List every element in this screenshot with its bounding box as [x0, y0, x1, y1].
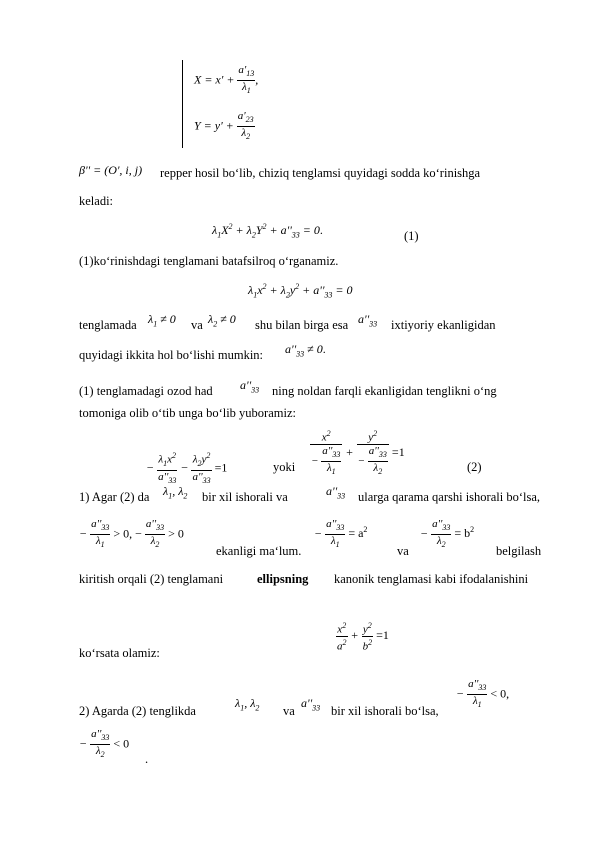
- case1-text6: belgilash: [496, 544, 542, 558]
- case1-text8: kanonik tenglamasi kabi ifodalanishini: [334, 572, 529, 586]
- a33-symbol-3: $a''_{33}$: [326, 484, 346, 501]
- para3-text1: tenglamada: [79, 318, 137, 332]
- equation-1-number: (1): [404, 229, 419, 243]
- condition-fractions: − $\frac{a''_{33}}{\lambda_1}$ > 0, − $\frac{a''_{33}}{\lambda_2}$ > 0: [79, 518, 184, 550]
- equation-1: $\lambda_1X^2 + \lambda_2Y^2 + a''_{33} = 0$.: [212, 222, 323, 240]
- ellipse-equation: $\frac{x^2}{a^2}$ + $\frac{y^2}{b^2}$ =1: [337, 621, 389, 653]
- case2-text1: 2) Agarda (2) tenglikda: [79, 704, 196, 718]
- equation-2-form1: − $\frac{\lambda_1x^2}{a''_{33}}$ − $\frac{\lambda_2y^2}{a''_{33}}$ =1: [146, 451, 228, 486]
- yoki-word: yoki: [273, 460, 296, 474]
- ellipse-keyword: ellipsning: [257, 572, 309, 586]
- para3-text3: shu bilan birga esa: [255, 318, 349, 332]
- lambda2-nonzero: $\lambda_2 \ne 0$: [208, 312, 236, 329]
- para1-line1: repper hosil bo‘lib, chiziq tenglamsi quyidagi sodda ko‘rinishga: [160, 166, 481, 180]
- lambda1-nonzero: $\lambda_1 \ne 0$: [148, 312, 176, 329]
- case2-condition-1: − $\frac{a''_{33}}{\lambda_1}$ < 0,: [456, 678, 510, 710]
- a33-symbol-4: $a''_{33}$: [301, 696, 321, 713]
- para3-line2: quyidagi ikkita hol bo‘lishi mumkin:: [79, 348, 264, 362]
- system-eq-2: Y = y' + $\frac{a'_{23}}{\lambda_2}$: [194, 110, 254, 142]
- case1-text5: va: [397, 544, 409, 558]
- system-eq-1: X = x' + $\frac{a'_{13}}{\lambda_1}$ ,: [194, 64, 259, 96]
- para3-text4: ixtiyoriy ekanligidan: [391, 318, 496, 332]
- b-squared-def: − $\frac{a''_{33}}{\lambda_2}$ = $b^2$: [420, 518, 475, 550]
- para4-line2: tomoniga olib o‘tib unga bo‘lib yuboramiz:: [79, 406, 296, 420]
- a33-nonzero: $a''_{33} \ne 0$.: [285, 342, 326, 359]
- lambda-pair: $\lambda_1$, $\lambda_2$: [163, 484, 188, 501]
- case2-text3: bir xil ishorali bo‘lsa,: [331, 704, 439, 718]
- case1-text3: ularga qarama qarshi ishorali bo‘lsa,: [358, 490, 541, 504]
- para1-line2: keladi:: [79, 194, 114, 208]
- case1-text7: kiritish orqali (2) tenglamani: [79, 572, 224, 586]
- para4-text1: (1) tenglamadagi ozod had: [79, 384, 213, 398]
- equation-2-form2: $x^2$ − $\frac{a''_{33}}{\lambda_1}$ + $y^2$ − $\frac{a''_{33}}{\lambda_2}$ =1: [311, 429, 405, 477]
- equation-detail: $\lambda_1x^2 + \lambda_2y^2 + a''_{33} = 0$: [248, 282, 353, 300]
- a-squared-def: − $\frac{a''_{33}}{\lambda_1}$ = $a^2$: [314, 518, 368, 550]
- a33-symbol: $a''_{33}$: [358, 312, 378, 329]
- lambda-pair-2: $\lambda_1$, $\lambda_2$: [235, 696, 260, 713]
- case1-text2: bir xil ishorali va: [202, 490, 288, 504]
- case2-period: .: [145, 752, 149, 766]
- system-brace: [182, 60, 191, 148]
- frame-formula: β'' = (O', i, j): [79, 163, 143, 177]
- case1-text9: ko‘rsata olamiz:: [79, 646, 160, 660]
- case2-text2: va: [283, 704, 295, 718]
- para3-text2: va: [191, 318, 203, 332]
- a33-symbol-2: $a''_{33}$: [240, 378, 260, 395]
- case2-condition-2: − $\frac{a''_{33}}{\lambda_2}$ < 0: [79, 728, 130, 760]
- case1-text4: ekanligi ma‘lum.: [216, 544, 302, 558]
- case1-text1: 1) Agar (2) da: [79, 490, 150, 504]
- equation-2-number: (2): [467, 460, 482, 474]
- para4-text2: ning noldan farqli ekanligidan tenglikni o‘ng: [272, 384, 497, 398]
- para2: (1)ko‘rinishdagi tenglamani batafsilroq o‘rganamiz.: [79, 254, 339, 268]
